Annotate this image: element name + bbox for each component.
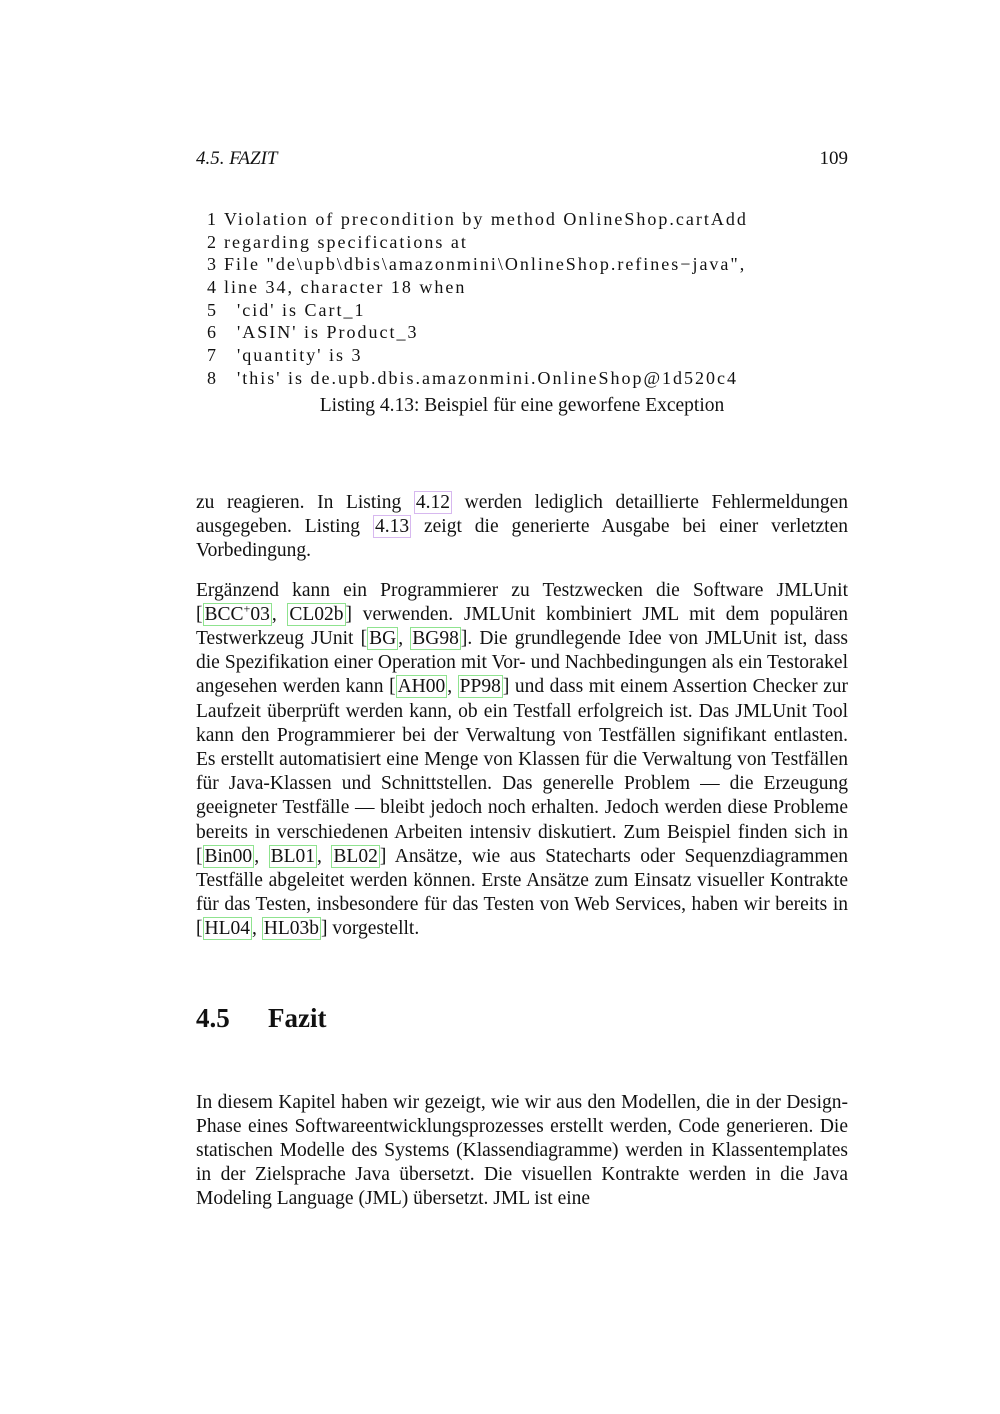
line-number: 3	[207, 254, 216, 275]
text-run: Ergänzend kann ein Programmierer zu Testzwecken die Software JMLUnit [	[196, 579, 848, 625]
code-line	[196, 321, 856, 344]
text-run: ] Ansätze, wie aus Statecharts oder Sequenzdiagrammen Testfälle abgeleitet werden können. Erste Ansätze zum Einsatz visueller Kontrakte für das Testen, insbesondere für das Testen von Web Services, haben wir bereits in [	[196, 845, 848, 940]
text-run: ] und dass mit einem Assertion Checker zur Laufzeit überprüft werden kann, ob ein Testfall erfolgreich ist. Das JMLUnit Tool kann den Programmierer bei der Verwaltung von Testfällen signifikant entlasten. Es erstellt automatisiert eine Menge von Klassen für die Verwaltung von Testfällen für Java-Klassen und Schnittstellen. Das generelle Problem — die Erzeugung geeigneter Testfälle — bleibt jedoch noch erhalten. Jedoch werden diese Probleme bereits in verschiedenen Arbeiten intensiv diskutiert. Zum Beispiel finden sich in [	[196, 676, 848, 867]
text-run: zeigt die generierte Ausgabe bei einer verletzten Vorbedingung.	[196, 515, 848, 561]
code-line	[196, 208, 856, 231]
code-text: line 34, character 18 when	[224, 277, 467, 298]
citation-link[interactable]: BL02	[333, 845, 378, 867]
text-run: ,	[317, 845, 332, 867]
citation-link[interactable]: BG	[369, 627, 397, 649]
code-text: 'cid' is Cart_1	[224, 299, 366, 320]
citation-superscript: +	[243, 601, 251, 616]
line-number: 2	[207, 231, 216, 252]
citation-link[interactable]: AH00	[397, 676, 446, 698]
code-line	[196, 299, 856, 322]
code-text: File "de\upb\dbis\amazonmini\OnlineShop.refines−java",	[224, 254, 747, 275]
citation-text: 03	[250, 603, 270, 625]
code-text: Violation of precondition by method OnlineShop.cartAdd	[224, 209, 748, 229]
line-number: 5	[207, 299, 216, 320]
listing-reference-link[interactable]: 4.12	[415, 491, 450, 513]
text-run: ,	[398, 627, 411, 649]
code-text: 'quantity' is 3	[224, 345, 363, 366]
citation-link[interactable]: BG98	[412, 627, 459, 649]
citation-link[interactable]: BL01	[270, 845, 316, 867]
listing-reference-link[interactable]: 4.13	[374, 515, 410, 537]
paragraph	[196, 579, 848, 942]
paragraph	[196, 491, 848, 564]
citation-link[interactable]	[203, 603, 272, 626]
citation-link[interactable]: HL04	[204, 918, 250, 940]
section-heading	[196, 1003, 326, 1034]
code-text: 'this' is de.upb.dbis.amazonmini.OnlineShop@1d520c4	[224, 367, 739, 388]
text-run: ] verwenden. JMLUnit kombiniert JML mit dem populären Testwerkzeug JUnit [	[196, 603, 848, 649]
code-line	[196, 253, 856, 276]
text-run: zu reagieren. In Listing	[196, 491, 414, 513]
section-title: Fazit	[268, 1003, 327, 1033]
code-listing	[196, 208, 856, 390]
text-run: ,	[254, 845, 269, 867]
line-number: 6	[207, 322, 216, 343]
section-number: 4.5	[196, 1003, 230, 1033]
page-number: 109	[819, 148, 848, 169]
code-text: 'ASIN' is Product_3	[224, 322, 419, 343]
citation-link[interactable]: HL03b	[263, 918, 319, 940]
text-run: ]. Die grundlegende Idee von JMLUnit ist, dass die Spezifikation einer Operation mit Vor- und Nachbedingungen als ein Testorakel angesehen werden kann [	[196, 627, 848, 698]
text-run: ,	[447, 676, 458, 698]
citation-link[interactable]: Bin00	[204, 845, 253, 867]
text-run: ,	[252, 918, 262, 940]
running-head: 4.5. FAZIT	[196, 148, 278, 169]
code-line	[196, 344, 856, 367]
citation-link[interactable]: CL02b	[289, 603, 344, 625]
line-number: 4	[207, 277, 216, 298]
paragraph: In diesem Kapitel haben wir gezeigt, wie wir aus den Modellen, die in der Design-Phase eines Softwareentwicklungsprozesses erstellt werden, Code generieren. Die statischen Modelle des Systems (Klassendiagramme) werden in Klassentemplates in der Zielsprache Java übersetzt. Die visuellen Kontrakte werden in die Java Modeling Language (JML) übersetzt. JML ist eine	[196, 1091, 848, 1210]
citation-text: BCC	[204, 603, 244, 625]
code-line	[196, 276, 856, 299]
code-line	[196, 231, 856, 254]
code-line	[196, 367, 856, 390]
page-header	[196, 148, 848, 172]
text-run: ] vorgestellt.	[321, 918, 420, 940]
listing-caption: Listing 4.13: Beispiel für eine geworfene Exception	[319, 395, 725, 416]
line-number: 1	[207, 209, 216, 229]
code-text: regarding specifications at	[224, 231, 468, 252]
citation-link[interactable]: PP98	[459, 676, 501, 698]
line-number: 8	[207, 367, 216, 388]
text-run: werden lediglich detaillierte Fehlermeldungen ausgegeben. Listing	[196, 491, 848, 537]
text-run: ,	[271, 603, 288, 625]
line-number: 7	[207, 345, 216, 366]
